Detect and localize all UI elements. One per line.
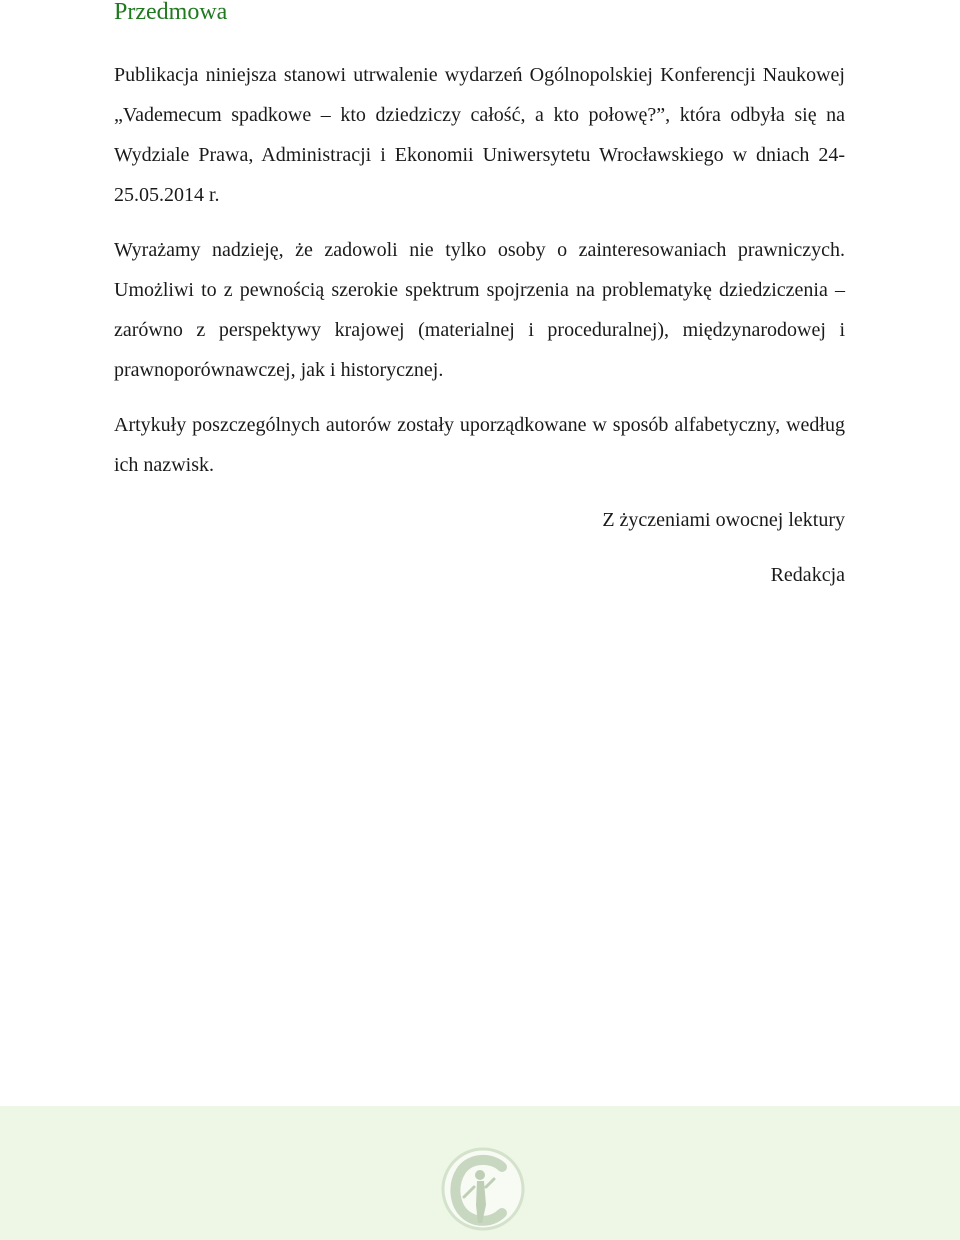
letter-c-figure-logo-icon: [440, 1145, 526, 1240]
document-body: [114, 55, 845, 610]
signature: Redakcja: [770, 564, 845, 586]
paragraph-3: Artykuły poszczególnych autorów zostały uporządkowane w sposób alfabetyczny, według ich nazwisk.: [114, 414, 845, 476]
paragraph-1: Publikacja niniejsza stanowi utrwalenie wydarzeń Ogólnopolskiej Konferencji Naukowej „Vademecum spadkowe – kto dziedziczy całość, a kto połowę?”, która odbyła się na Wydziale Prawa, Administracji i Ekonomii Uniwersytetu Wrocławskiego w dniach 24-25.05.2014 r.: [114, 64, 845, 206]
page-title: Przedmowa: [114, 0, 228, 25]
closing-line: Z życzeniami owocnej lektury: [602, 509, 845, 531]
paragraph-2: Wyrażamy nadzieję, że zadowoli nie tylko osoby o zainteresowaniach prawniczych. Umożliwi to z pewnością szerokie spektrum spojrzenia na problematykę dziedziczenia – zarówno z perspektywy krajowej (materialnej i proceduralnej), międzynarodowej i prawnoporównawczej, jak i historycznej.: [114, 239, 845, 381]
